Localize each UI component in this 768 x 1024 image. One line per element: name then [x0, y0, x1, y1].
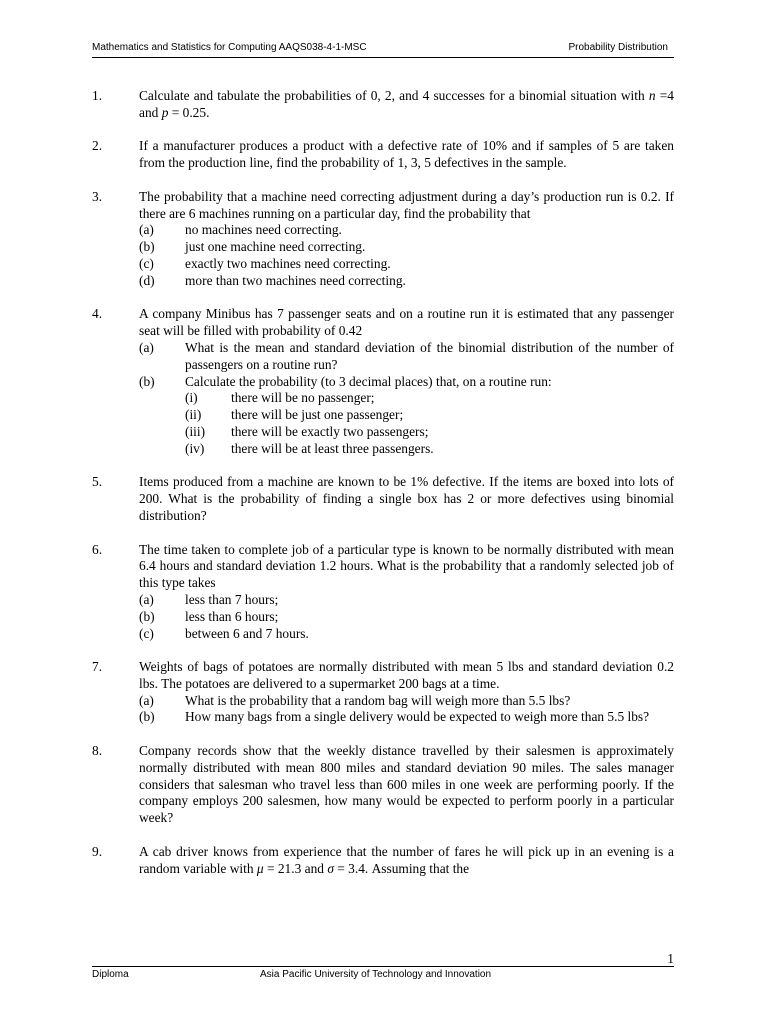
question-number: 8.	[92, 743, 103, 759]
question-subparts	[185, 390, 674, 457]
question-4	[92, 306, 674, 457]
question-number: 9.	[92, 843, 103, 859]
question-part: (b) Calculate the probability (to 3 decimal places) that, on a routine run:	[139, 373, 552, 389]
question-number: 7.	[92, 659, 103, 675]
question-stem: Items produced from a machine are known to be 1% defective. If the items are boxed into lots of 200. What is the probability of finding a single box has 2 or more defectives using binomial distribution?	[139, 474, 674, 523]
footer-program: Diploma	[92, 969, 129, 980]
question-stem: Calculate and tabulate the probabilities of 0, 2, and 4 successes for a binomial situation with n =4 and p = 0.25.	[139, 88, 674, 120]
question-stem: Weights of bags of potatoes are normally distributed with mean 5 lbs and standard deviation 0.2 lbs. The potatoes are delivered to a supermarket 200 bags at a time.	[139, 659, 674, 691]
page-header	[92, 42, 674, 56]
question-part: (c) between 6 and 7 hours.	[139, 625, 309, 641]
question-subpart: (iii) there will be exactly two passengers;	[185, 423, 429, 439]
question-number: 4.	[92, 306, 103, 322]
question-part: (a) no machines need correcting.	[139, 222, 342, 238]
question-number: 6.	[92, 541, 103, 557]
header-topic: Probability Distribution	[568, 42, 668, 53]
footer-rule	[92, 966, 674, 967]
question-stem: If a manufacturer produces a product with a defective rate of 10% and if samples of 5 are taken from the production line, find the probability of 1, 3, 5 defectives in the sample.	[139, 138, 674, 171]
question-7	[92, 659, 674, 726]
question-stem: A cab driver knows from experience that the number of fares he will pick up in an evening is a random variable with μ = 21.3 and σ = 3.4. Assuming that the	[139, 843, 674, 876]
question-part: (a) What is the probability that a random bag will weigh more than 5.5 lbs?	[139, 692, 571, 708]
question-3	[92, 189, 674, 290]
question-subpart: (ii) there will be just one passenger;	[185, 407, 404, 423]
question-list	[92, 88, 674, 894]
footer-institution: Asia Pacific University of Technology and Innovation	[260, 969, 492, 980]
header-rule	[92, 57, 674, 58]
question-part: (d) more than two machines need correcting.	[139, 272, 406, 288]
question-part: (a) What is the mean and standard deviation of the binomial distribution of the number of passengers on a routine run?	[139, 339, 674, 372]
question-5	[92, 474, 674, 524]
question-part: (c) exactly two machines need correcting.	[139, 255, 391, 271]
question-2	[92, 138, 674, 172]
question-subpart: (iv) there will be at least three passengers.	[185, 440, 434, 456]
question-9	[92, 844, 674, 878]
question-subpart: (i) there will be no passenger;	[185, 390, 375, 406]
question-number: 1.	[92, 88, 103, 103]
question-part: (b) How many bags from a single delivery would be expected to weigh more than 5.5 lbs?	[139, 709, 650, 725]
question-number: 3.	[92, 188, 103, 204]
question-part: (a) less than 7 hours;	[139, 591, 279, 607]
question-stem: The probability that a machine need correcting adjustment during a day’s production run is 0.2. If there are 6 machines running on a particular day, find the probability that	[139, 188, 674, 221]
page-number: 1	[667, 951, 674, 966]
question-number: 5.	[92, 474, 103, 490]
question-stem: Company records show that the weekly distance travelled by their salesmen is approximately normally distributed with mean 800 miles and standard deviation 90 miles. The sales manager considers that salesman who travel less than 600 miles in one week are performing poorly. If the company employs 200 salesmen, how many would be expected to perform poorly in a particular week?	[139, 743, 674, 826]
header-course-title: Mathematics and Statistics for Computing AAQS038-4-1-MSC	[92, 42, 367, 53]
question-1	[92, 88, 674, 122]
question-stem: The time taken to complete job of a particular type is known to be normally distributed with mean 6.4 hours and standard deviation 1.2 hours. What is the probability that a randomly selected job of this type takes	[139, 541, 674, 591]
question-number: 2.	[92, 138, 103, 154]
question-6	[92, 542, 674, 643]
question-stem: A company Minibus has 7 passenger seats and on a routine run it is estimated that any passenger seat will be filled with probability of 0.42	[139, 306, 674, 339]
question-part: (b) just one machine need correcting.	[139, 239, 366, 255]
question-part: (b) less than 6 hours;	[139, 608, 279, 624]
question-8	[92, 743, 674, 827]
